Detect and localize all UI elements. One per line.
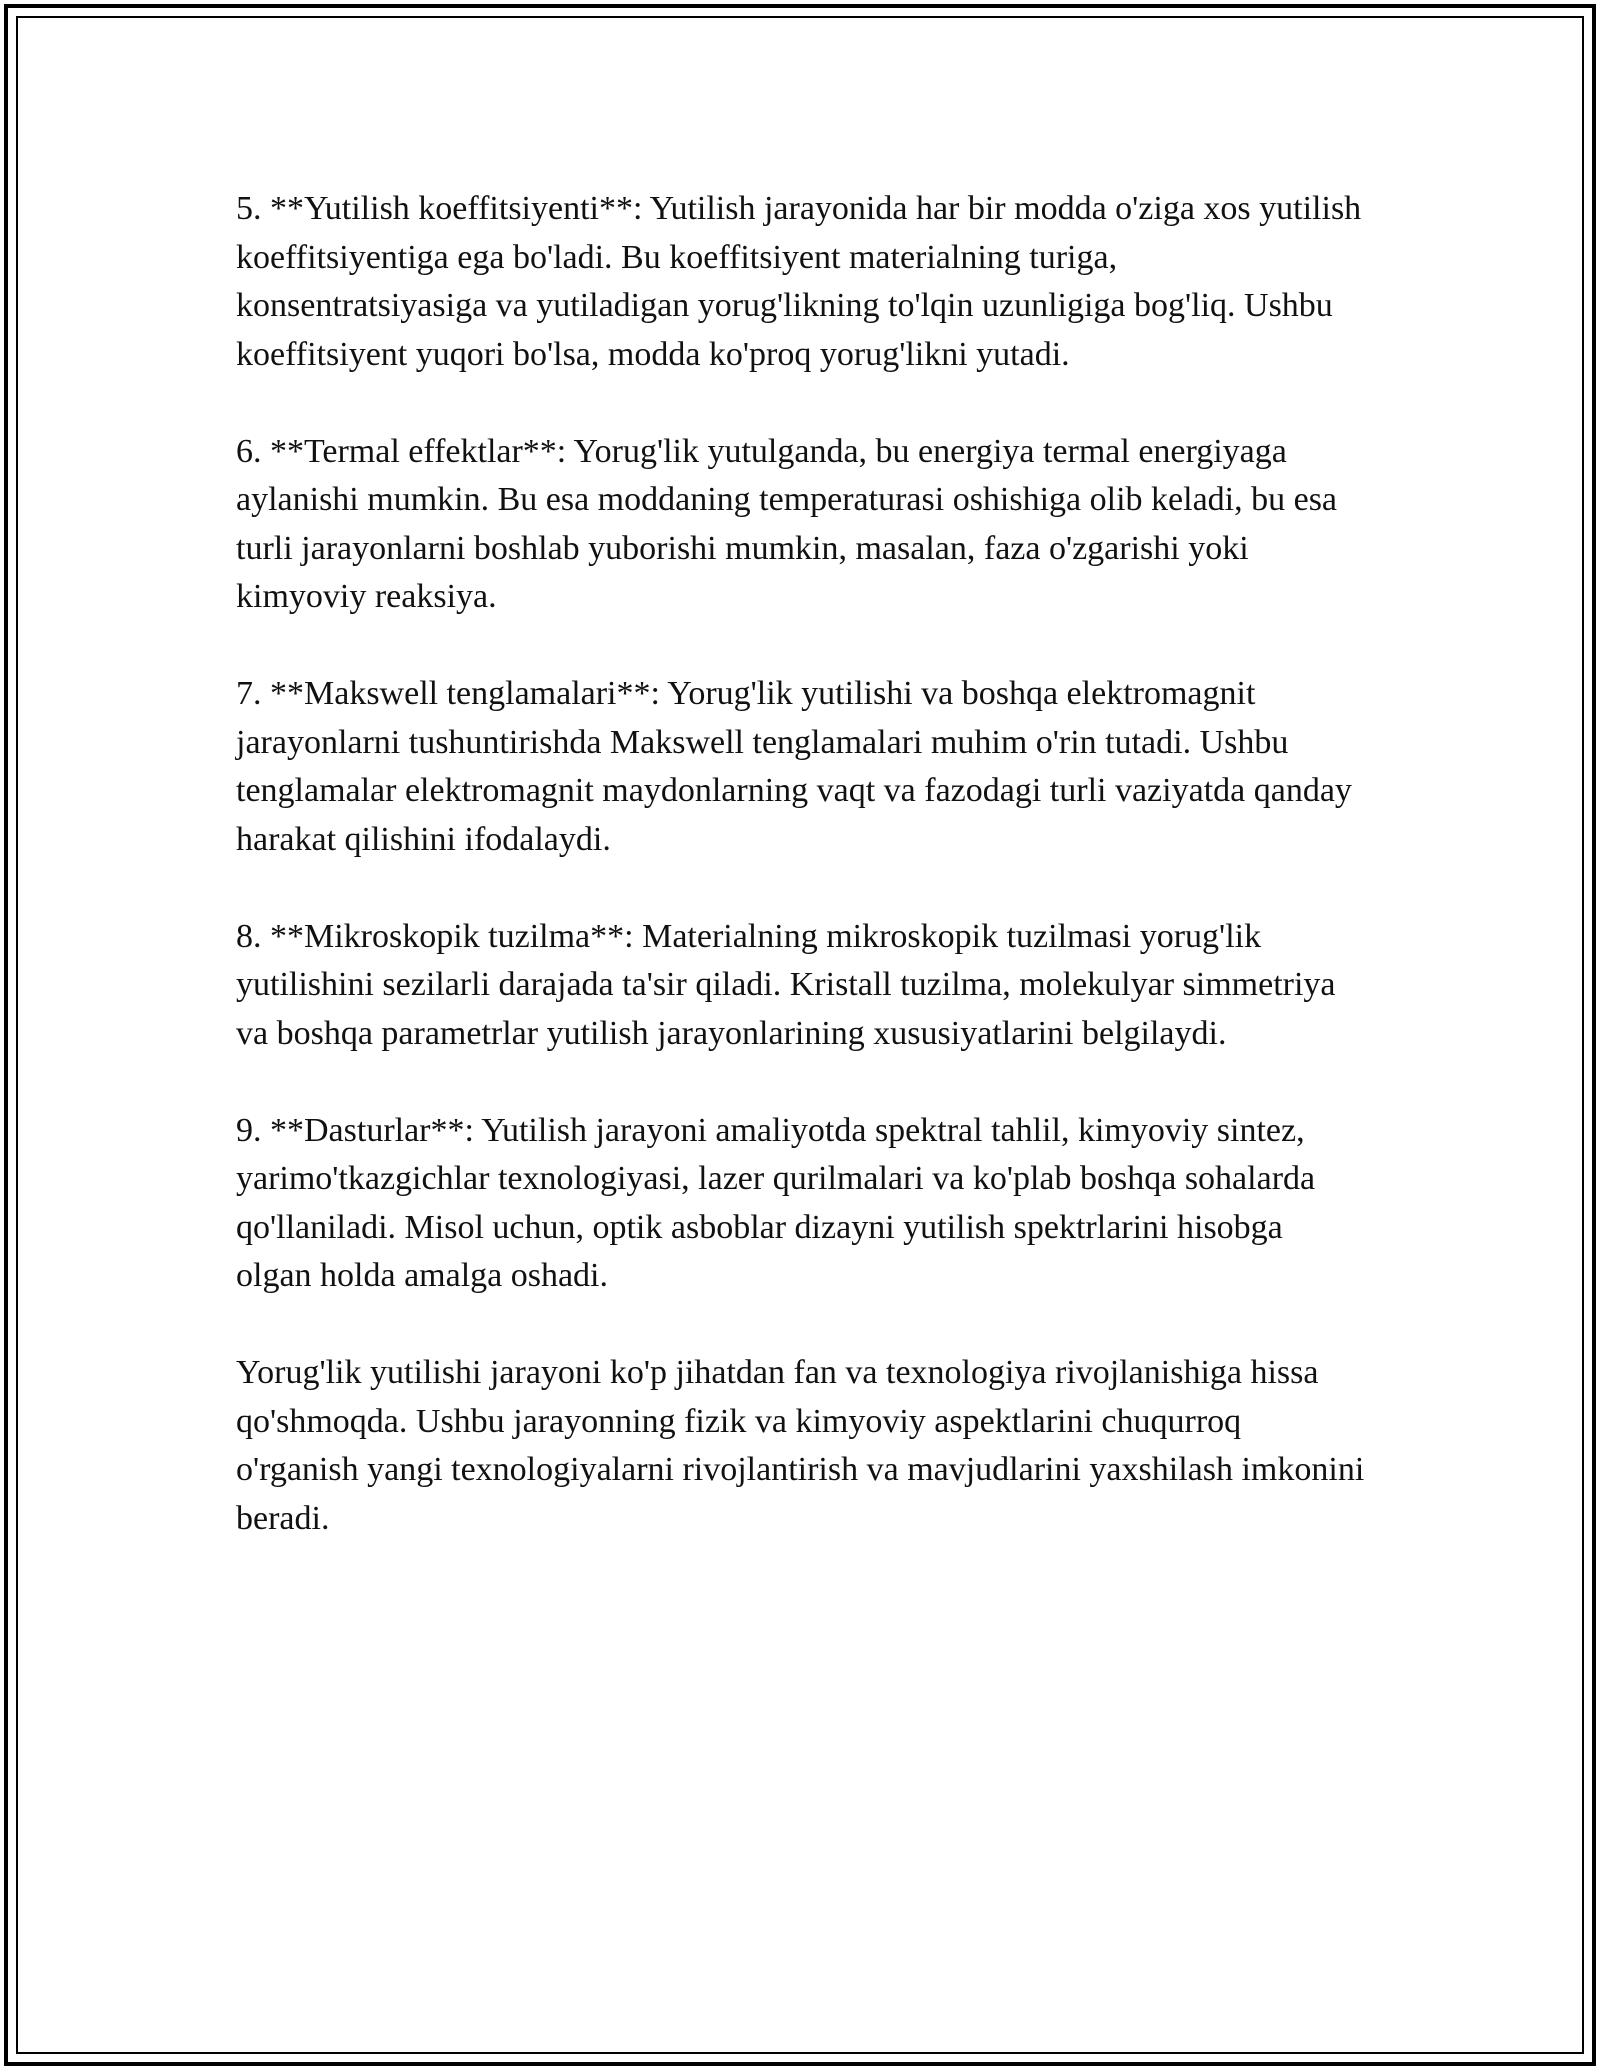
paragraph-applications: 9. **Dasturlar**: Yutilish jarayoni amaliyotda spektral tahlil, kimyoviy sintez, yarimo'tkazgichlar texnologiyasi, lazer qurilmalari va ko'plab boshqa sohalarda qo'llaniladi. Misol uchun, optik asboblar dizayni yutilish spektrlarini hisobga olgan holda amalga oshadi. (236, 1111, 1316, 1294)
document-body (236, 185, 1366, 1592)
paragraph-absorption-coefficient: 5. **Yutilish koeffitsiyenti**: Yutilish jarayonida har bir modda o'ziga xos yutilish koeffitsiyentiga ega bo'ladi. Bu koeffitsiyent materialning turiga, konsentratsiyasiga va yutiladigan yorug'likning to'lqin uzunligiga bog'liq. Ushbu koeffitsiyent yuqori bo'lsa, modda ko'proq yorug'likni yutadi. (236, 190, 1362, 373)
paragraph-microscopic-structure: 8. **Mikroskopik tuzilma**: Materialning mikroskopik tuzilmasi yorug'lik yutilishini sezilarli darajada ta'sir qiladi. Kristall tuzilma, molekulyar simmetriya va boshqa parametrlar yutilish jarayonlarining xususiyatlarini belgilaydi. (236, 917, 1336, 1052)
paragraph-thermal-effects: 6. **Termal effektlar**: Yorug'lik yutulganda, bu energiya termal energiyaga aylanishi mumkin. Bu esa moddaning temperaturasi oshishiga olib keladi, bu esa turli jarayonlarni boshlab yuborishi mumkin, masalan, faza o'zgarishi yoki kimyoviy reaksiya. (236, 432, 1338, 615)
paragraph-maxwell-equations: 7. **Makswell tenglamalari**: Yorug'lik yutilishi va boshqa elektromagnit jarayonlarni tushuntirishda Makswell tenglamalari muhim o'rin tutadi. Ushbu tenglamalar elektromagnit maydonlarning vaqt va fazodagi turli vaziyatda qanday harakat qilishini ifodalaydi. (236, 675, 1352, 858)
paragraph-conclusion: Yorug'lik yutilishi jarayoni ko'p jihatdan fan va texnologiya rivojlanishiga hissa qo'shmoqda. Ushbu jarayonning fizik va kimyoviy aspektlarini chuqurroq o'rganish yangi texnologiyalarni rivojlantirish va mavjudlarini yaxshilash imkonini beradi. (236, 1354, 1365, 1537)
